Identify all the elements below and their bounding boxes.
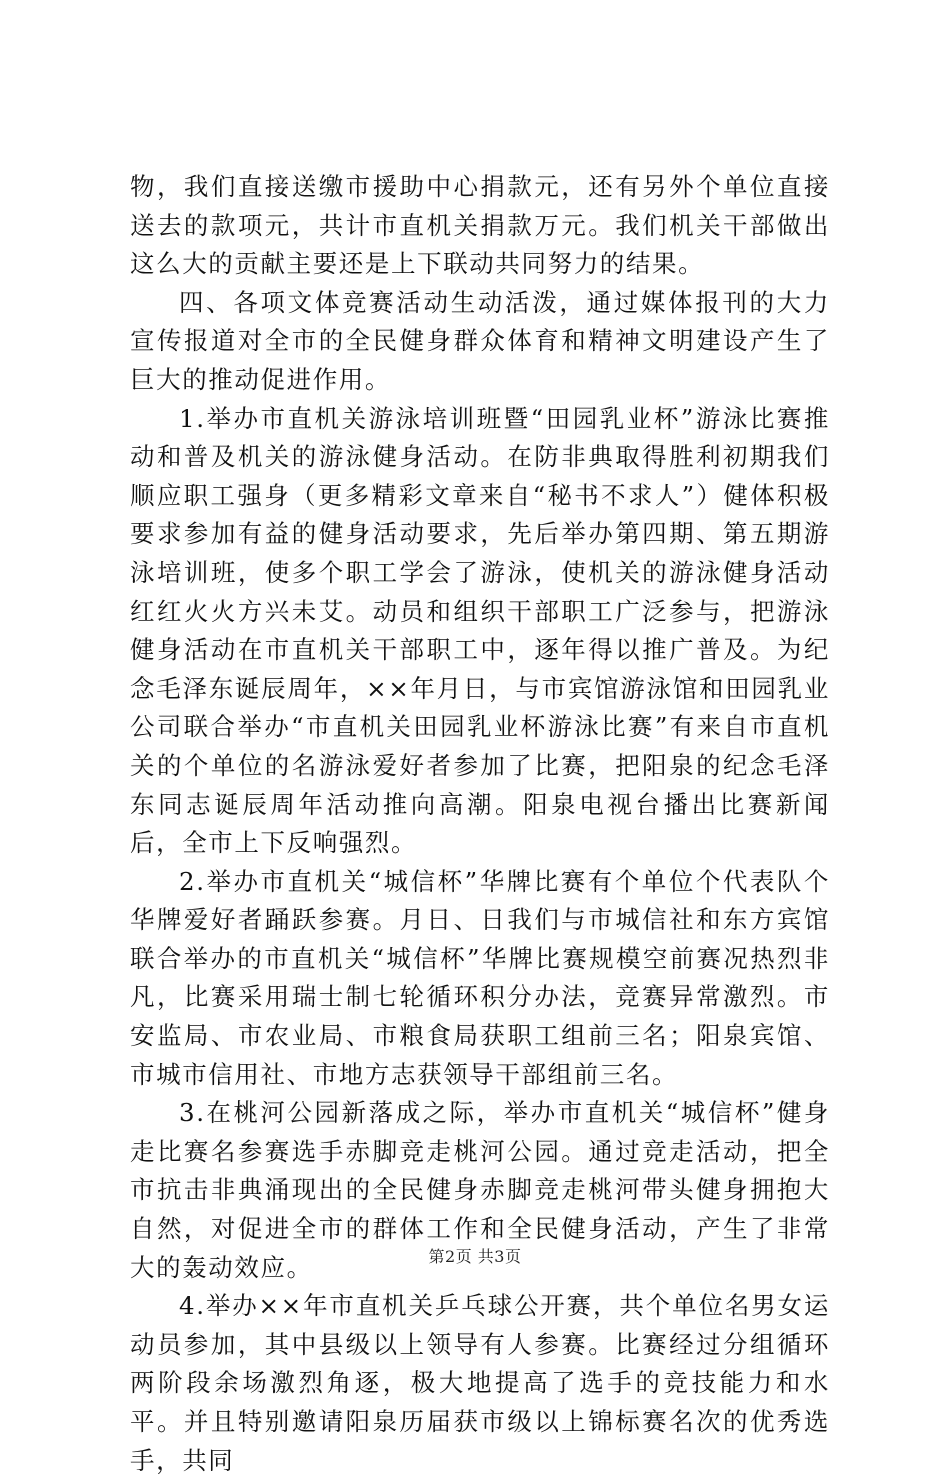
paragraph-item-4-table-tennis: 4.举办××年市直机关乒乓球公开赛，共个单位名男女运动员参加，其中县级以上领导有人参赛。比赛经过分组循环两阶段余场激烈角逐，极大地提高了选手的竞技能力和水平。并且特别邀请阳泉历届获市级以上锦标赛名次的优秀选手，共同 bbox=[130, 1291, 830, 1475]
paragraph-item-3-walking: 3.在桃河公园新落成之际，举办市直机关“城信杯”健身走比赛名参赛选手赤脚竞走桃河公园。通过竞走活动，把全市抗击非典涌现出的全民健身赤脚竞走桃河带头健身拥抱大自然，对促进全市的群体工作和全民健身活动，产生了非常大的轰动效应。 bbox=[130, 1098, 830, 1282]
paragraph-continuation: 物，我们直接送缴市援助中心捐款元，还有另外个单位直接送去的款项元，共计市直机关捐款万元。我们机关干部做出这么大的贡献主要还是上下联动共同努力的结果。 bbox=[130, 172, 830, 279]
paragraph-item-2-cards: 2.举办市直机关“城信杯”华牌比赛有个单位个代表队个华牌爱好者踊跃参赛。月日、日我们与市城信社和东方宾馆联合举办的市直机关“城信杯”华牌比赛规模空前赛况热烈非凡，比赛采用瑞士制七轮循环积分办法，竞赛异常激烈。市安监局、市农业局、市粮食局获职工组前三名；阳泉宾馆、市城市信用社、市地方志获领导干部组前三名。 bbox=[130, 866, 830, 1089]
paragraph-item-1-swimming: 1.举办市直机关游泳培训班暨“田园乳业杯”游泳比赛推动和普及机关的游泳健身活动。在防非典取得胜利初期我们顺应职工强身（更多精彩文章来自“秘书不求人”）健体积极要求参加有益的健身活动要求，先后举办第四期、第五期游泳培训班，使多个职工学会了游泳，使机关的游泳健身活动红红火火方兴未艾。动员和组织干部职工广泛参与，把游泳健身活动在市直机关干部职工中，逐年得以推广普及。为纪念毛泽东诞辰周年，××年月日，与市宾馆游泳馆和田园乳业公司联合举办“市直机关田园乳业杯游泳比赛”有来自市直机关的个单位的名游泳爱好者参加了比赛，把阳泉的纪念毛泽东同志诞辰周年活动推向高潮。阳泉电视台播出比赛新闻后，全市上下反响强烈。 bbox=[130, 403, 830, 858]
page-footer: 第2页 共3页 bbox=[428, 1247, 522, 1266]
document-body bbox=[130, 168, 830, 1480]
paragraph-section-four: 四、各项文体竞赛活动生动活泼，通过媒体报刊的大力宣传报道对全市的全民健身群众体育和精神文明建设产生了巨大的推动促进作用。 bbox=[130, 287, 830, 394]
